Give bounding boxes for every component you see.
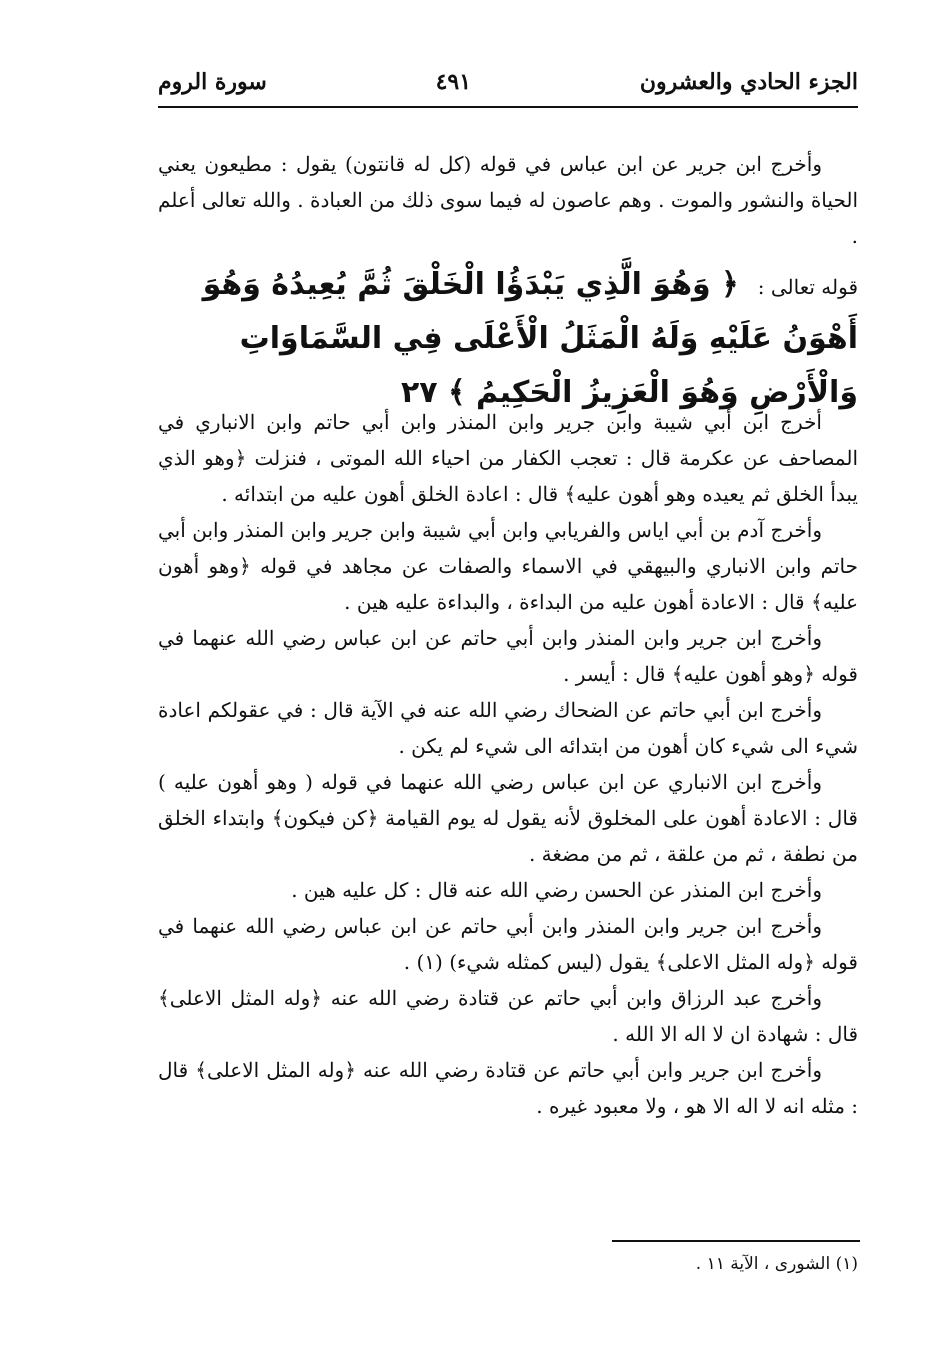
verse-label: قوله تعالى :	[757, 275, 858, 299]
commentary-paragraph: وأخرج ابن الانباري عن ابن عباس رضي الله عنهما في قوله ( وهو أهون عليه ) قال : الاعادة أهون على المخلوق لأنه يقول له يوم القيامة ﴿كن فيكون﴾ وابتداء الخلق من نطفة ، ثم من علقة ، ثم من مضغة .	[158, 770, 858, 866]
commentary-body	[158, 404, 858, 1124]
commentary-paragraph: وأخرج ابن جرير وابن المنذر وابن أبي حاتم عن ابن عباس رضي الله عنهما في قوله ﴿وهو أهون عليه﴾ قال : أيسر .	[158, 626, 858, 686]
quran-verse-block	[158, 258, 858, 420]
footnote: (١) الشورى ، الآية ١١ .	[695, 1254, 858, 1274]
page-header	[158, 62, 858, 102]
commentary-paragraph: وأخرج ابن جرير وابن المنذر وابن أبي حاتم عن ابن عباس رضي الله عنهما في قوله ﴿وله المثل الاعلى﴾ يقول (ليس كمثله شيء) (١) .	[158, 914, 858, 974]
surah-title: سورة الروم	[158, 69, 267, 95]
commentary-paragraph: وأخرج ابن المنذر عن الحسن رضي الله عنه قال : كل عليه هين .	[291, 878, 822, 902]
commentary-paragraph: أخرج ابن أبي شيبة وابن جرير وابن المنذر وابن أبي حاتم وابن الانباري في المصاحف عن عكرمة قال : تعجب الكفار من احياء الله الموتى ، فنزلت ﴿وهو الذي يبدأ الخلق ثم يعيده وهو أهون عليه﴾ قال : اعادة الخلق أهون عليه من ابتدائه .	[158, 410, 858, 506]
header-divider	[158, 106, 858, 110]
commentary-paragraph: وأخرج عبد الرزاق وابن أبي حاتم عن قتادة رضي الله عنه ﴿وله المثل الاعلى﴾ قال : شهادة ان لا اله الا الله .	[158, 986, 858, 1046]
part-title: الجزء الحادي والعشرون	[639, 69, 858, 95]
footnote-divider	[612, 1240, 860, 1244]
commentary-paragraph: وأخرج ابن أبي حاتم عن الضحاك رضي الله عنه في الآية قال : في عقولكم اعادة شيء الى شيء كان أهون من ابتدائه الى شيء لم يكن .	[158, 698, 858, 758]
commentary-paragraph: وأخرج آدم بن أبي اياس والفريابي وابن أبي شيبة وابن جرير وابن المنذر وابن أبي حاتم وابن الانباري والبيهقي في الاسماء والصفات عن مجاهد في قوله ﴿وهو أهون عليه﴾ قال : الاعادة أهون عليه من البداءة ، والبداءة عليه هين .	[158, 518, 858, 614]
commentary-paragraph: وأخرج ابن جرير وابن أبي حاتم عن قتادة رضي الله عنه ﴿وله المثل الاعلى﴾ قال : مثله انه لا اله الا هو ، ولا معبود غيره .	[158, 1058, 858, 1118]
page-number: ٤٩١	[435, 69, 472, 95]
intro-paragraph: وأخرج ابن جرير عن ابن عباس في قوله (كل له قانتون) يقول : مطيعون يعني الحياة والنشور والموت . وهم عاصون له فيما سوى ذلك من العبادة . والله تعالى أعلم .	[158, 152, 858, 248]
quran-verse: ﴿ وَهُوَ الَّذِي يَبْدَؤُا الْخَلْقَ ثُمَّ يُعِيدُهُ وَهُوَ أَهْوَنُ عَلَيْهِ وَلَهُ الْمَثَلُ الْأَعْلَى فِي السَّمَاوَاتِ وَالْأَرْضِ وَهُوَ الْعَزِيزُ الْحَكِيمُ ﴾ ٢٧	[202, 267, 858, 410]
